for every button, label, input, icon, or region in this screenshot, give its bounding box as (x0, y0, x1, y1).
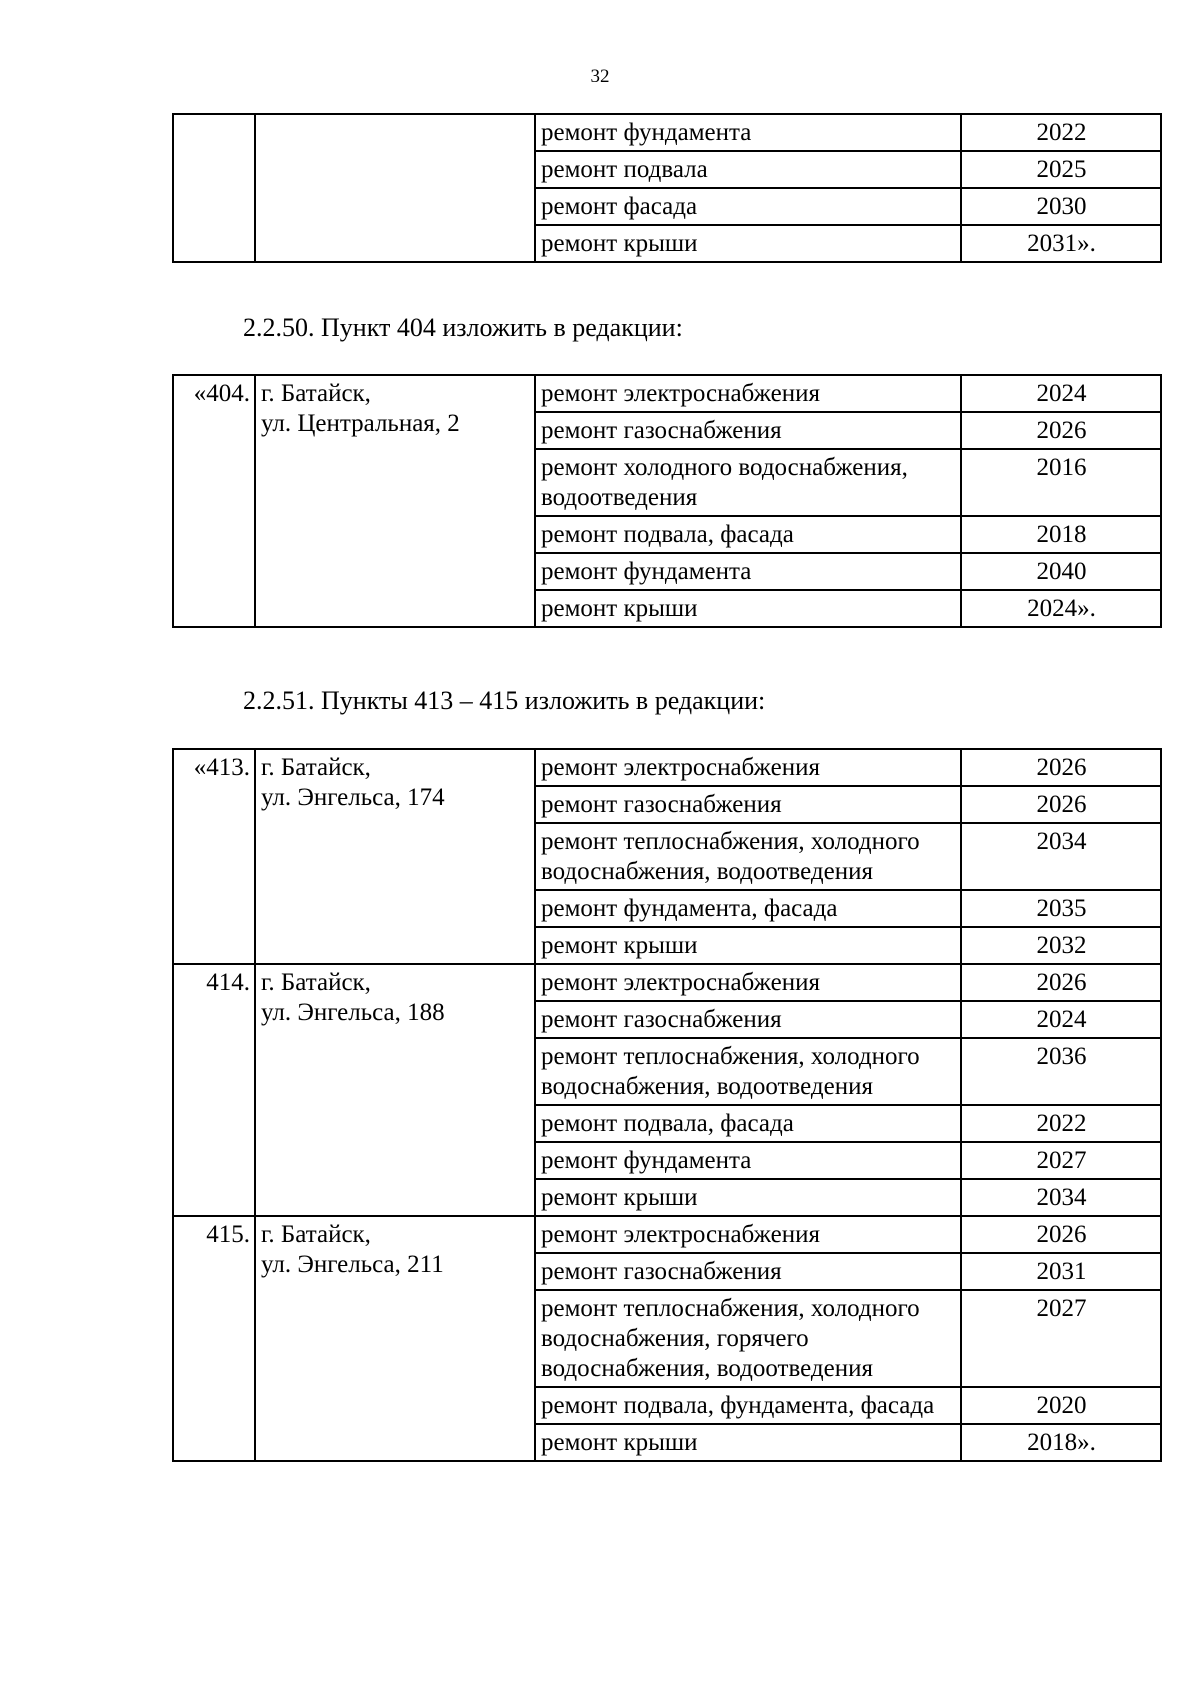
work-cell: ремонт газоснабжения (535, 1001, 961, 1038)
work-cell: ремонт подвала, фасада (535, 516, 961, 553)
address-cell (255, 114, 535, 262)
year-cell: 2034 (961, 823, 1161, 890)
year-cell: 2026 (961, 412, 1161, 449)
work-cell: ремонт электроснабжения (535, 375, 961, 412)
year-cell: 2031 (961, 1253, 1161, 1290)
work-cell: ремонт теплоснабжения, холодного водоснабжения, водоотведения (535, 1038, 961, 1105)
paragraph-2-2-51: 2.2.51. Пункты 413 – 415 изложить в редакции: (243, 686, 766, 715)
year-cell: 2026 (961, 964, 1161, 1001)
year-cell: 2027 (961, 1142, 1161, 1179)
item-number-cell: «413. (173, 749, 255, 964)
work-cell: ремонт подвала, фасада (535, 1105, 961, 1142)
work-cell: ремонт крыши (535, 1424, 961, 1461)
work-cell: ремонт крыши (535, 1179, 961, 1216)
work-cell: ремонт крыши (535, 590, 961, 627)
year-cell: 2020 (961, 1387, 1161, 1424)
year-cell: 2024». (961, 590, 1161, 627)
year-cell: 2035 (961, 890, 1161, 927)
work-cell: ремонт газоснабжения (535, 1253, 961, 1290)
year-cell: 2022 (961, 114, 1161, 151)
work-cell: ремонт теплоснабжения, холодного водоснабжения, водоотведения (535, 823, 961, 890)
repair-table-413-415 (172, 748, 1162, 1462)
year-cell: 2024 (961, 375, 1161, 412)
year-cell: 2025 (961, 151, 1161, 188)
repair-table-404 (172, 374, 1162, 628)
work-cell: ремонт теплоснабжения, холодного водоснабжения, горячего водоснабжения, водоотведения (535, 1290, 961, 1387)
work-cell: ремонт холодного водоснабжения, водоотведения (535, 449, 961, 516)
year-cell: 2026 (961, 786, 1161, 823)
paragraph-2-2-50: 2.2.50. Пункт 404 изложить в редакции: (243, 313, 683, 342)
repair-table-continuation (172, 113, 1162, 263)
work-cell: ремонт крыши (535, 225, 961, 262)
table-row (173, 1216, 1161, 1253)
year-cell: 2018 (961, 516, 1161, 553)
year-cell: 2016 (961, 449, 1161, 516)
year-cell: 2018». (961, 1424, 1161, 1461)
year-cell: 2026 (961, 749, 1161, 786)
table-row (173, 375, 1161, 412)
address-cell: г. Батайск, ул. Энгельса, 188 (255, 964, 535, 1216)
table-row (173, 749, 1161, 786)
year-cell: 2040 (961, 553, 1161, 590)
work-cell: ремонт подвала, фундамента, фасада (535, 1387, 961, 1424)
work-cell: ремонт фундамента (535, 114, 961, 151)
year-cell: 2027 (961, 1290, 1161, 1387)
address-cell: г. Батайск, ул. Энгельса, 211 (255, 1216, 535, 1461)
year-cell: 2026 (961, 1216, 1161, 1253)
work-cell: ремонт фасада (535, 188, 961, 225)
work-cell: ремонт газоснабжения (535, 412, 961, 449)
work-cell: ремонт фундамента (535, 1142, 961, 1179)
year-cell: 2031». (961, 225, 1161, 262)
address-cell: г. Батайск, ул. Энгельса, 174 (255, 749, 535, 964)
year-cell: 2034 (961, 1179, 1161, 1216)
year-cell: 2030 (961, 188, 1161, 225)
work-cell: ремонт фундамента (535, 553, 961, 590)
year-cell: 2032 (961, 927, 1161, 964)
item-number-cell: 414. (173, 964, 255, 1216)
table-row (173, 114, 1161, 151)
year-cell: 2022 (961, 1105, 1161, 1142)
year-cell: 2036 (961, 1038, 1161, 1105)
work-cell: ремонт электроснабжения (535, 749, 961, 786)
item-number-cell: 415. (173, 1216, 255, 1461)
work-cell: ремонт подвала (535, 151, 961, 188)
work-cell: ремонт фундамента, фасада (535, 890, 961, 927)
work-cell: ремонт электроснабжения (535, 964, 961, 1001)
year-cell: 2024 (961, 1001, 1161, 1038)
work-cell: ремонт газоснабжения (535, 786, 961, 823)
item-number-cell (173, 114, 255, 262)
table-row (173, 964, 1161, 1001)
item-number-cell: «404. (173, 375, 255, 627)
page-number: 32 (590, 66, 610, 87)
address-cell: г. Батайск, ул. Центральная, 2 (255, 375, 535, 627)
work-cell: ремонт электроснабжения (535, 1216, 961, 1253)
work-cell: ремонт крыши (535, 927, 961, 964)
